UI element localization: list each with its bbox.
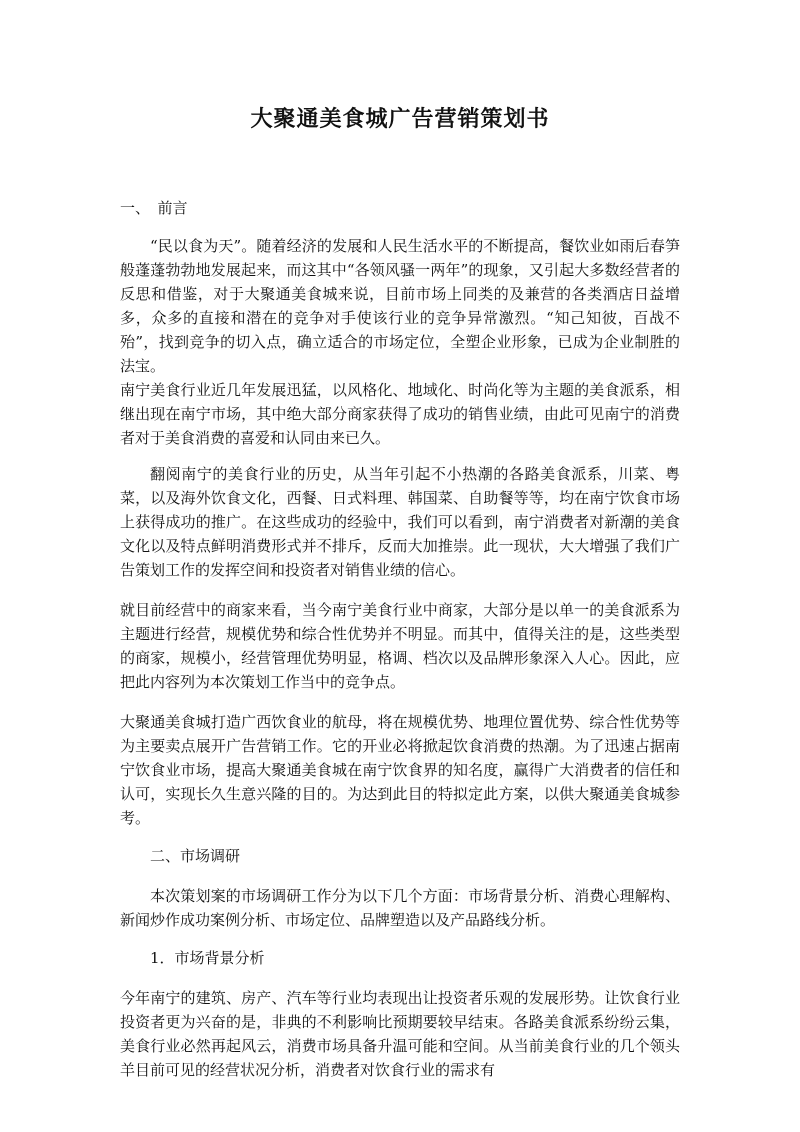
paragraph-preface-2: 南宁美食行业近几年发展迅猛，以风格化、地域化、时尚化等为主题的美食派系，相继出现在南宁市场，其中绝大部分商家获得了成功的销售业绩，由此可见南宁的消费者对于美食消费的喜爱和认同由来已久。 — [120, 381, 680, 447]
document-title: 大聚通美食城广告营销策划书 — [250, 106, 550, 132]
paragraph-market-background: 今年南宁的建筑、房产、汽车等行业均表现出让投资者乐观的发展形势。让饮食行业投资者更为兴奋的是，非典的不利影响比预期要较早结束。各路美食派系纷纷云集，美食行业必然再起风云，消费市场具备升温可能和空间。从当前美食行业的几个领头羊目前可见的经营状况分析，消费者对饮食行业的需求有 — [120, 989, 680, 1079]
subsection-heading-market-background: 1．市场背景分析 — [150, 949, 265, 967]
paragraph-preface-3: 翻阅南宁的美食行业的历史，从当年引起不小热潮的各路美食派系，川菜、粤菜，以及海外饮食文化，西餐、日式料理、韩国菜、自助餐等等，均在南宁饮食市场上获得成功的推广。在这些成功的经验中，我们可以看到，南宁消费者对新潮的美食文化以及特点鲜明消费形式并不排斥，反而大加推崇。此一现状，大大增强了我们广告策划工作的发挥空间和投资者对销售业绩的信心。 — [120, 465, 680, 579]
paragraph-preface-1: “民以食为天”。随着经济的发展和人民生活水平的不断提高，餐饮业如雨后春笋般蓬蓬勃勃地发展起来，而这其中“各领风骚一两年”的现象，又引起大多数经营者的反思和借鉴，对于大聚通美食城来说，目前市场上同类的及兼营的各类酒店日益增多，众多的直接和潜在的竞争对手使该行业的竞争异常激烈。“知己知彼，百战不殆”，找到竞争的切入点，确立适合的市场定位，全塑企业形象，已成为企业制胜的法宝。 — [120, 237, 680, 375]
paragraph-market-research-intro: 本次策划案的市场调研工作分为以下几个方面：市场背景分析、消费心理解构、新闻炒作成功案例分析、市场定位、品牌塑造以及产品路线分析。 — [120, 887, 680, 929]
section-heading-market-research: 二、市场调研 — [150, 847, 241, 865]
paragraph-preface-5: 大聚通美食城打造广西饮食业的航母，将在规模优势、地理位置优势、综合性优势等为主要卖点展开广告营销工作。它的开业必将掀起饮食消费的热潮。为了迅速占据南宁饮食业市场，提高大聚通美食城在南宁饮食界的知名度，赢得广大消费者的信任和认可，实现长久生意兴隆的目的。为达到此目的特拟定此方案，以供大聚通美食城参考。 — [120, 713, 680, 827]
paragraph-preface-4: 就目前经营中的商家来看，当今南宁美食行业中商家，大部分是以单一的美食派系为主题进行经营，规模优势和综合性优势并不明显。而其中，值得关注的是，这些类型的商家，规模小，经营管理优势明显，格调、档次以及品牌形象深入人心。因此，应把此内容列为本次策划工作当中的竞争点。 — [120, 601, 680, 691]
section-heading-preface: 一、 前言 — [120, 199, 188, 217]
document-body — [120, 196, 680, 1082]
